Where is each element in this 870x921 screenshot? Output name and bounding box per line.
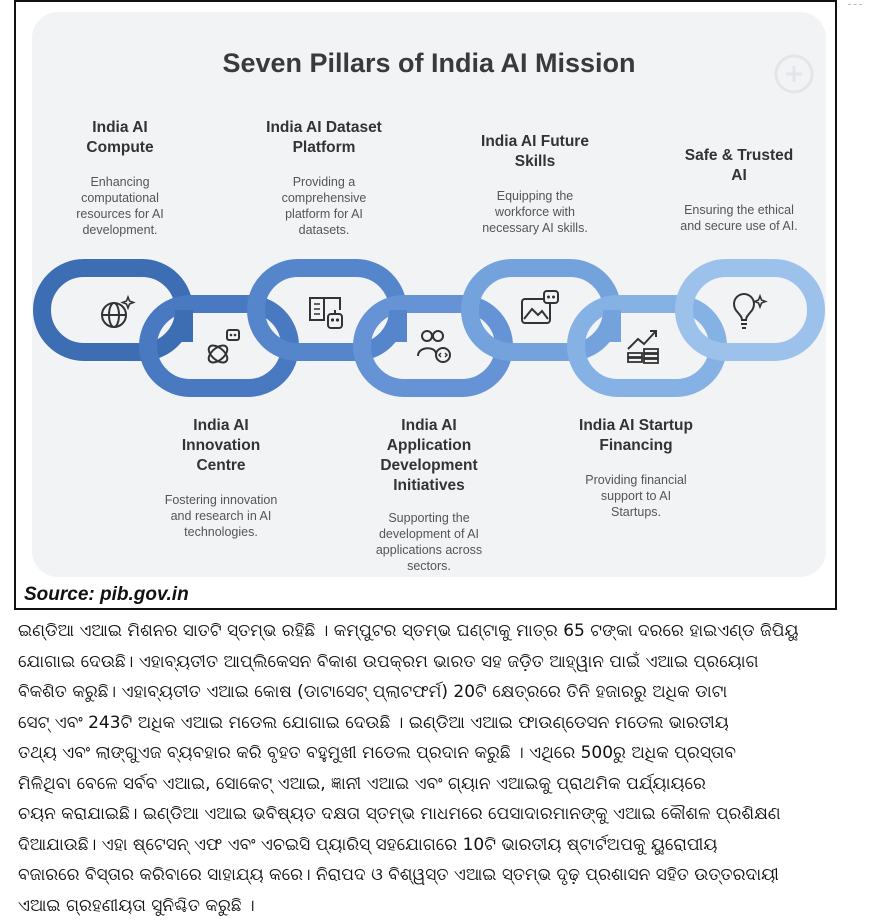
- source-caption: Source: pib.gov.in: [24, 584, 189, 606]
- desc-line: development.: [50, 222, 190, 238]
- heading-line: India AI Dataset: [244, 118, 404, 138]
- desc-line: sectors.: [354, 558, 504, 574]
- infographic-panel: [32, 12, 826, 577]
- heading-line: India AI: [50, 118, 190, 138]
- paragraph-line: ଦିଆଯାଉଛି। ଏହା ଷ୍ଟେସନ୍ ଏଫ ଏବଂ ଏଚଇସି ପ୍ୟାରିସ୍ ସହଯୋଗରେ 10ଟି ଭାରତୀୟ ଷ୍ଟାର୍ଟଅପକୁ ୟୁରୋପୀୟ: [18, 830, 854, 861]
- desc-line: Providing a: [244, 174, 404, 190]
- paragraph-line: ସେଟ୍ ଏବଂ 243ଟି ଅଧିକ ଏଆଇ ମଡେଲ ଯୋଗାଇ ଦେଉଛି । ଇଣ୍ଡିଆ ଏଆଇ ଫାଉଣ୍ଡେସନ ମଡେଲ ଭାରତୀୟ: [18, 708, 854, 739]
- desc-line: Ensuring the ethical: [664, 202, 814, 218]
- diagram-title: Seven Pillars of India AI Mission: [32, 48, 826, 79]
- heading-line: Centre: [146, 456, 296, 476]
- people-code-icon: [414, 324, 458, 368]
- odia-paragraph: [18, 616, 854, 921]
- heading-line: Platform: [244, 138, 404, 158]
- desc-line: and research in AI: [146, 508, 296, 524]
- desc-line: computational: [50, 190, 190, 206]
- pillar-india-ai-innovation-centre: [146, 416, 296, 540]
- desc-line: technologies.: [146, 524, 296, 540]
- paragraph-line: ମିଳିଥିବା ବେଳେ ସର୍ବବ ଏଆଇ, ସୋକେଟ୍ ଏଆଇ, ଜ୍ଞାନୀ ଏଆଇ ଏବଂ ଗ୍ୟାନ ଏଆଇକୁ ପ୍ରାଥମିକ ପର୍ଯ୍ୟାୟରେ: [18, 769, 854, 800]
- image-robot-icon: [518, 289, 562, 333]
- desc-line: datasets.: [244, 222, 404, 238]
- desc-line: platform for AI: [244, 206, 404, 222]
- paragraph-line: ଯୋଗାଇ ଦେଉଛି। ଏହାବ୍ୟତୀତ ଆପ୍ଲିକେସନ ବିକାଶ ଉପକ୍ରମ ଭାରତ ସହ ଜଡ଼ିତ ଆହ୍ୱାନ ପାଇଁ ଏଆଇ ପ୍ରୟୋଗ: [18, 647, 854, 678]
- desc-line: development of AI: [354, 526, 504, 542]
- heading-line: India AI: [146, 416, 296, 436]
- desc-line: and secure use of AI.: [664, 218, 814, 234]
- desc-line: resources for AI: [50, 206, 190, 222]
- desc-line: Supporting the: [354, 510, 504, 526]
- heading-line: Skills: [460, 152, 610, 172]
- globe-sparkle-icon: [94, 291, 138, 335]
- pillar-description: [354, 510, 504, 574]
- heading-line: Safe & Trusted: [664, 146, 814, 166]
- chart-coins-icon: [624, 325, 668, 369]
- desc-line: applications across: [354, 542, 504, 558]
- pillar-heading: [146, 416, 296, 476]
- paragraph-line: ବଜାରରେ ବିସ୍ତାର କରିବାରେ ସାହାଯ୍ୟ କରେ। ନିରାପଦ ଓ ବିଶ୍ୱସ୍ତ ଏଆଇ ସ୍ତମ୍ଭ ଦୃଢ଼ ପ୍ରଶାସନ ସହିତ ଉତ୍ତରଦାୟୀ: [18, 860, 854, 891]
- heading-line: Initiatives: [354, 476, 504, 496]
- book-robot-icon: [306, 290, 350, 334]
- heading-line: Development: [354, 456, 504, 476]
- pillar-heading: [556, 416, 716, 456]
- satellite-robot-icon: [200, 326, 244, 370]
- pillar-heading: [354, 416, 504, 496]
- heading-line: AI: [664, 166, 814, 186]
- heading-line: Innovation: [146, 436, 296, 456]
- desc-line: Providing financial: [556, 472, 716, 488]
- corner-dash: [848, 4, 862, 14]
- paragraph-line: ତଥ୍ୟ ଏବଂ ଲାଙ୍ଗୁଏଜ ବ୍ୟବହାର କରି ବୃହତ ବହୁମୁଖୀ ମଡେଲ ପ୍ରଦାନ କରୁଛି । ଏଥିରେ 500ରୁ ଅଧିକ ପ୍ରସ୍ତାବ: [18, 738, 854, 769]
- desc-line: necessary AI skills.: [460, 220, 610, 236]
- paragraph-line: ବିକଶିତ କରୁଛି। ଏହାବ୍ୟତୀତ ଏଆଇ କୋଷ (ଡାଟାସେଟ୍ ପ୍ଲାଟଫର୍ମ) 20ଟି କ୍ଷେତ୍ରରେ ତିନି ହଜାରରୁ ଅଧିକ ଡାଟା: [18, 677, 854, 708]
- pillar-description: [556, 472, 716, 520]
- heading-line: India AI Startup: [556, 416, 716, 436]
- heading-line: India AI: [354, 416, 504, 436]
- desc-line: Enhancing: [50, 174, 190, 190]
- desc-line: support to AI: [556, 488, 716, 504]
- paragraph-line: ଚୟନ କରାଯାଇଛି। ଇଣ୍ଡିଆ ଏଆଇ ଭବିଷ୍ୟତ ଦକ୍ଷତା ସ୍ତମ୍ଭ ମାଧମରେ ପେସାଦାରମାନଙ୍କୁ ଏଆଇ କୌଶଳ ପ୍ରଶିକ୍ଷଣ: [18, 799, 854, 830]
- heading-line: India AI Future: [460, 132, 610, 152]
- infographic-frame: [14, 0, 837, 610]
- pillar-india-ai-startup-financing: [556, 416, 716, 520]
- paragraph-line: ଇଣ୍ଡିଆ ଏଆଇ ମିଶନର ସାତଟି ସ୍ତମ୍ଭ ରହିଛି । କମ୍ପୁଟର ସ୍ତମ୍ଭ ଘଣ୍ଟାକୁ ମାତ୍ର 65 ଟଙ୍କା ଦରରେ ହାଇଏଣ୍ଡ ଜିପିୟୁ: [18, 616, 854, 647]
- desc-line: Equipping the: [460, 188, 610, 204]
- lightbulb-sparkle-icon: [726, 290, 770, 334]
- heading-line: Financing: [556, 436, 716, 456]
- desc-line: workforce with: [460, 204, 610, 220]
- desc-line: Fostering innovation: [146, 492, 296, 508]
- heading-line: Application: [354, 436, 504, 456]
- pillar-india-ai-application-development: [354, 416, 504, 574]
- pillar-description: [146, 492, 296, 540]
- heading-line: Compute: [50, 138, 190, 158]
- desc-line: comprehensive: [244, 190, 404, 206]
- desc-line: Startups.: [556, 504, 716, 520]
- paragraph-line: ଏଆଇ ଗ୍ରହଣୀୟତା ସୁନିଶ୍ଚିତ କରୁଛି ।: [18, 891, 854, 921]
